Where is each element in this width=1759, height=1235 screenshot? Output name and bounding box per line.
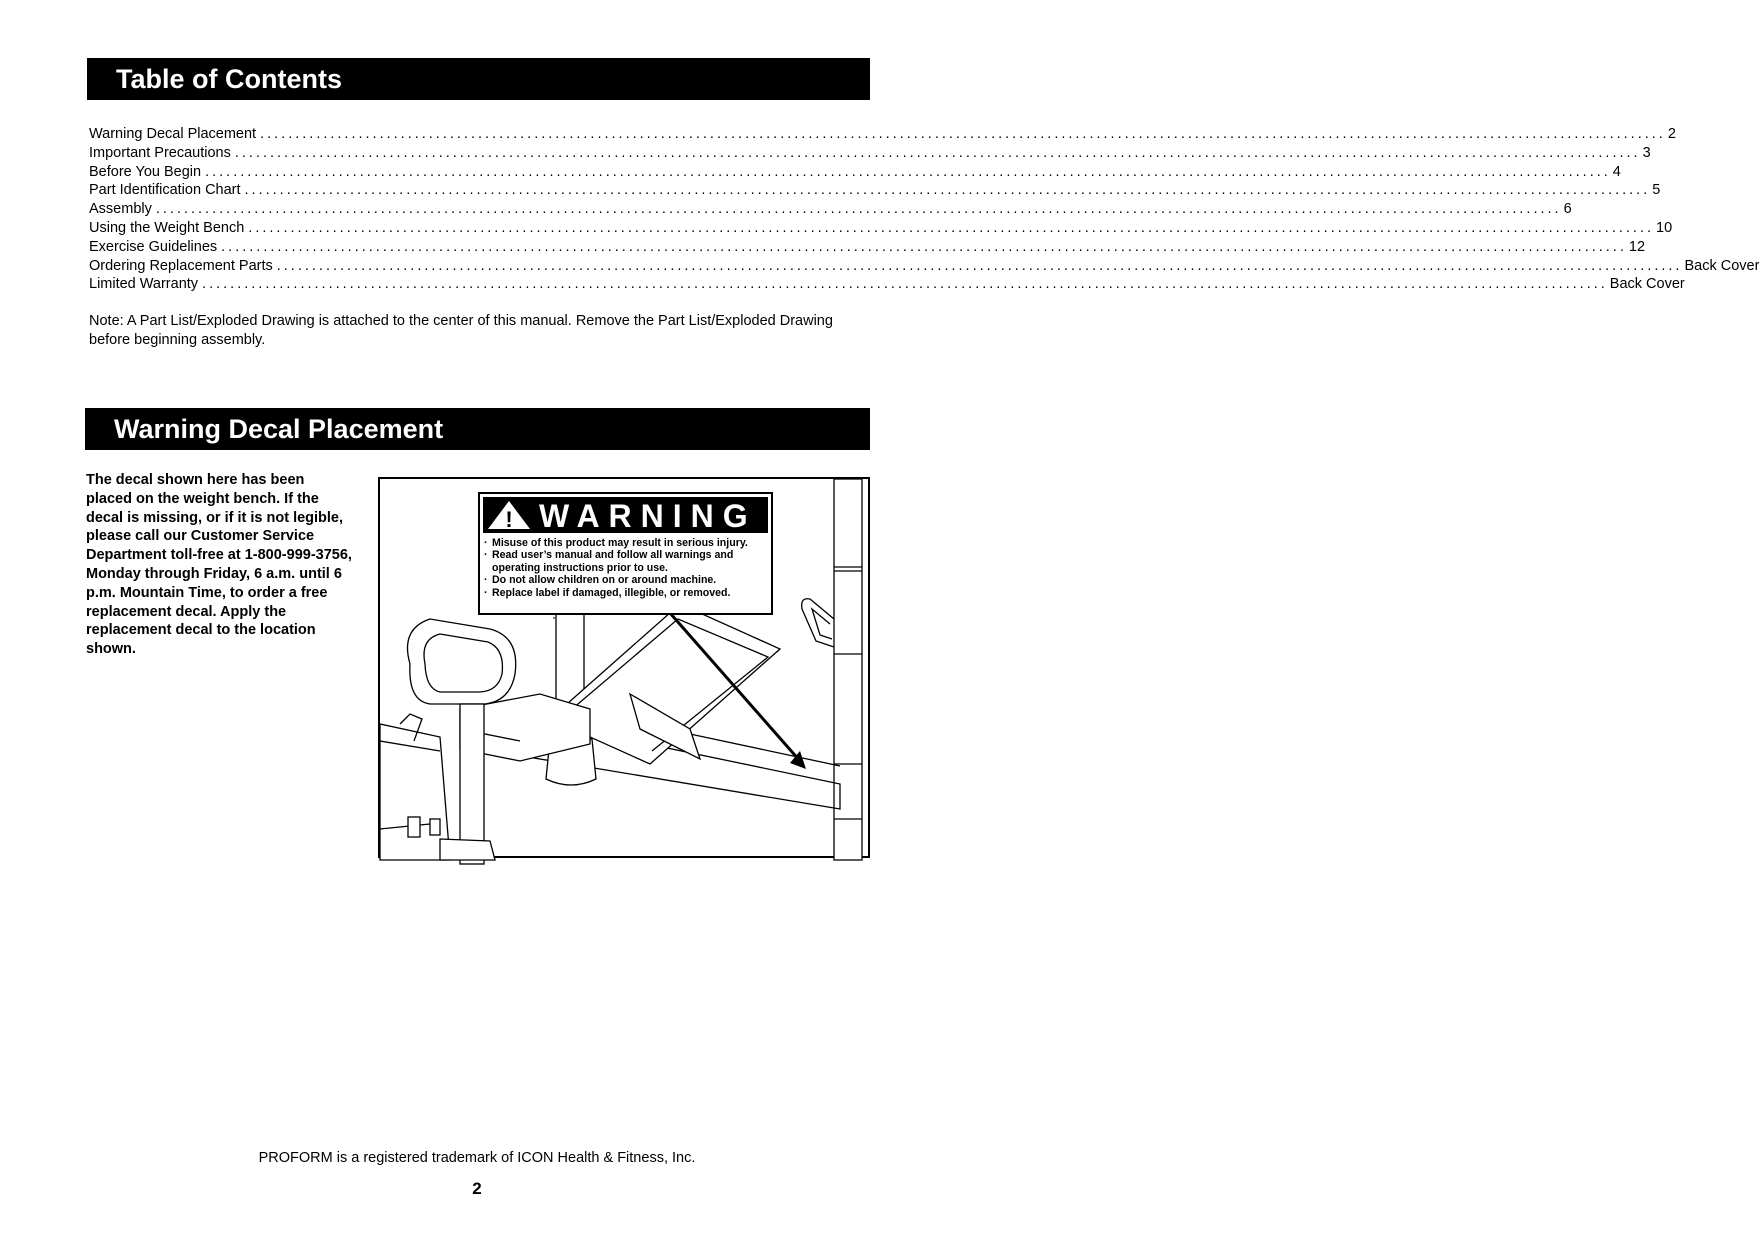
dot-leader: ........................................................................................................................................................................................................ [260,126,1666,142]
dot-leader: ........................................................................................................................................................................................................ [221,238,1627,255]
warning-item: · Replace label if damaged, illegible, or removed. [484,587,769,599]
toc-note: Note: A Part List/Exploded Drawing is attached to the center of this manual. Remove the Part List/Exploded Drawing before beginning assembly. [89,313,833,348]
toc-entry-title: Exercise Guidelines [89,238,218,255]
toc-entry-title: Limited Warranty [89,276,199,293]
toc-entry[interactable] [89,163,1621,183]
warning-decal [478,492,773,615]
toc-entry-title: Before You Begin [89,163,202,180]
toc-entry-title: Assembly [89,201,152,218]
toc-entry-title: Using the Weight Bench [89,219,245,236]
warning-item: · Do not allow children on or around machine. [484,574,769,586]
toc-entry-page: 12 [1628,238,1646,255]
warning-title: WARNING [539,498,757,534]
toc-entry-page: 5 [1652,182,1661,199]
toc-entry[interactable] [89,276,1685,295]
warning-triangle-icon [487,500,531,530]
toc-entry[interactable] [89,126,1676,145]
toc-entry-page: 3 [1642,144,1651,161]
toc-entry-page: 2 [1667,126,1676,142]
toc-entry-title: Warning Decal Placement [89,126,257,142]
dot-leader: ........................................................................................................................................................................................................ [244,182,1651,199]
dot-leader: ........................................................................................................................................................................................................ [248,219,1655,236]
toc-entry[interactable] [89,238,1646,258]
toc-entry[interactable] [89,182,1661,201]
page-number: 2 [472,1179,482,1198]
toc-entry-page: Back Cover [1609,276,1685,293]
warning-items [484,537,769,599]
toc-entry-page: 6 [1563,201,1572,218]
toc-entry[interactable] [89,257,1759,277]
warning-item: · Misuse of this product may result in serious injury. [484,537,769,549]
toc-entry-page: 4 [1612,163,1621,180]
decal-instructions: The decal shown here has been placed on the weight bench. If the decal is missing, or if it is not legible, please call our Customer Service Department toll-free at 1-800-999-3756, Monday through Friday, 6 a.m. until 6 p.m. Mountain Time, to order a free replacement decal. Apply the replacement decal to the location shown. [86,472,352,658]
dot-leader: ........................................................................................................................................................................................................ [205,163,1611,180]
warning-decal-heading: Warning Decal Placement [85,408,870,450]
trademark-notice: PROFORM is a registered trademark of ICON Health & Fitness, Inc. [258,1150,696,1166]
dot-leader: ........................................................................................................................................................................................................ [202,276,1608,293]
toc-entry[interactable] [89,201,1572,220]
dot-leader: ........................................................................................................................................................................................................ [276,257,1683,274]
warning-header [483,497,768,533]
dot-leader: ........................................................................................................................................................................................................ [234,144,1641,161]
toc-entry[interactable] [89,144,1651,164]
toc-list [89,126,1759,295]
toc-entry-page: 10 [1656,219,1673,236]
toc-entry-title: Ordering Replacement Parts [89,257,273,274]
toc-entry[interactable] [89,219,1673,239]
toc-heading: Table of Contents [87,58,870,100]
toc-entry-title: Important Precautions [89,144,231,161]
warning-symbol: ! [505,507,513,532]
toc-entry-title: Part Identification Chart [89,182,241,199]
toc-entry-page: Back Cover [1684,257,1759,274]
dot-leader: ........................................................................................................................................................................................................ [155,201,1562,218]
warning-item: · Read user’s manual and follow all warnings and operating instructions prior to use. [484,549,769,574]
